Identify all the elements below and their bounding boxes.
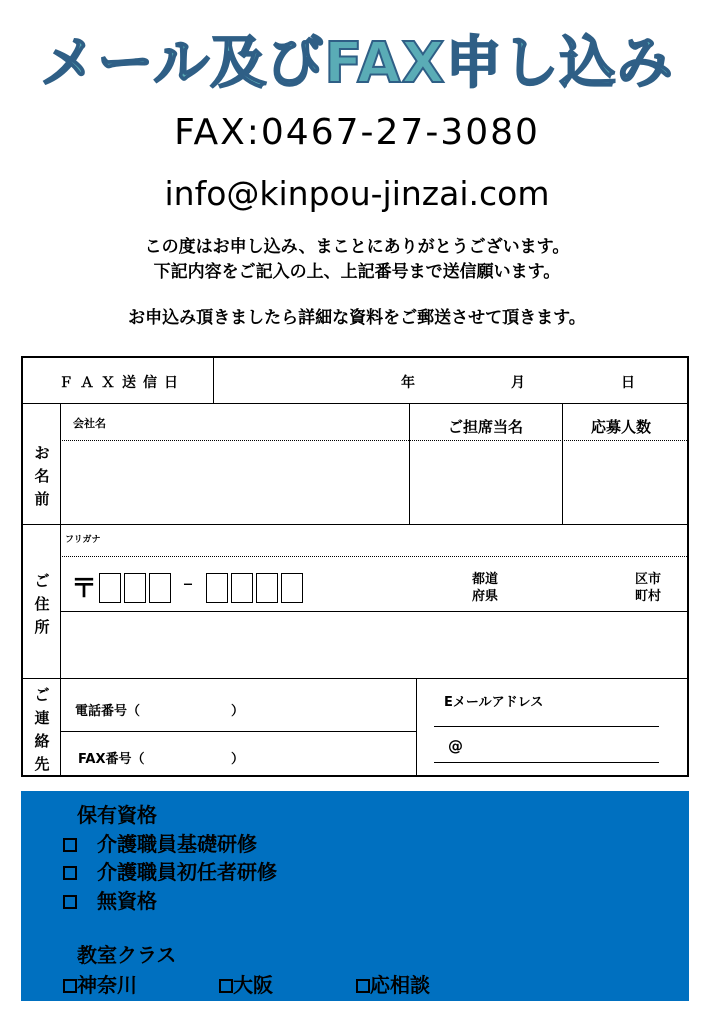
furigana-label: フリガナ: [65, 535, 101, 545]
postal-dash: –: [183, 571, 193, 595]
day-label: 日: [621, 375, 635, 391]
qualification-option-2[interactable]: 介護職員初任者研修: [63, 856, 277, 885]
contact-section-label: ご連絡先: [34, 686, 50, 773]
checkbox-icon[interactable]: [219, 979, 233, 993]
year-label: 年: [401, 375, 415, 391]
city-label: 区市町村: [635, 572, 662, 604]
checkbox-icon[interactable]: [63, 838, 77, 852]
postal-digit-5[interactable]: [231, 573, 253, 603]
page-title: メール及びFAX申し込み: [40, 31, 674, 96]
month-label: 月: [511, 375, 525, 391]
options-panel: [21, 791, 689, 1001]
email-address: info@kinpou-jinzai.com: [164, 174, 550, 213]
checkbox-icon[interactable]: [63, 895, 77, 909]
checkbox-icon[interactable]: [63, 979, 77, 993]
postal-digit-7[interactable]: [281, 573, 303, 603]
qualification-title: 保有資格: [77, 803, 157, 827]
applicants-label: 応募人数: [591, 418, 652, 436]
intro-line-1: この度はお申し込み、まことにありがとうございます。: [144, 237, 570, 257]
phone-label: 電話番号（: [75, 704, 141, 719]
address-section-label: ご住所: [34, 572, 50, 636]
postal-digit-1[interactable]: [99, 573, 121, 603]
checkbox-icon[interactable]: [356, 979, 370, 993]
postal-digit-6[interactable]: [256, 573, 278, 603]
checkbox-icon[interactable]: [63, 866, 77, 880]
name-section-label: お名前: [34, 444, 50, 508]
company-label: 会社名: [73, 417, 106, 430]
postal-mark: 〒: [71, 574, 98, 604]
at-mark: @: [448, 737, 463, 755]
fax-date-label: ＦＡＸ送信日: [59, 375, 185, 391]
intro-line-3: お申込み頂きましたら詳細な資料をご郵送させて頂きます。: [128, 308, 586, 328]
person-in-charge-label: ご担席当名: [448, 418, 524, 436]
prefecture-label: 都道府県: [472, 572, 499, 604]
qualification-option-3[interactable]: 無資格: [63, 885, 157, 914]
postal-digit-4[interactable]: [206, 573, 228, 603]
class-option-2[interactable]: 大阪: [219, 969, 273, 998]
class-title: 教室クラス: [77, 943, 177, 967]
fax-close: ）: [231, 752, 245, 767]
fax-number: FAX:0467-27-3080: [174, 112, 540, 153]
fax-label: FAX番号（: [78, 752, 145, 767]
class-option-3[interactable]: 応相談: [356, 969, 430, 998]
postal-digit-2[interactable]: [124, 573, 146, 603]
phone-close: ）: [231, 704, 245, 719]
email-label: Eメールアドレス: [444, 695, 544, 710]
application-form: [21, 356, 689, 777]
class-option-1[interactable]: 神奈川: [63, 969, 137, 998]
postal-digit-3[interactable]: [149, 573, 171, 603]
intro-line-2: 下記内容をご記入の上、上記番号まで送信願います。: [153, 262, 561, 282]
qualification-option-1[interactable]: 介護職員基礎研修: [63, 828, 257, 857]
